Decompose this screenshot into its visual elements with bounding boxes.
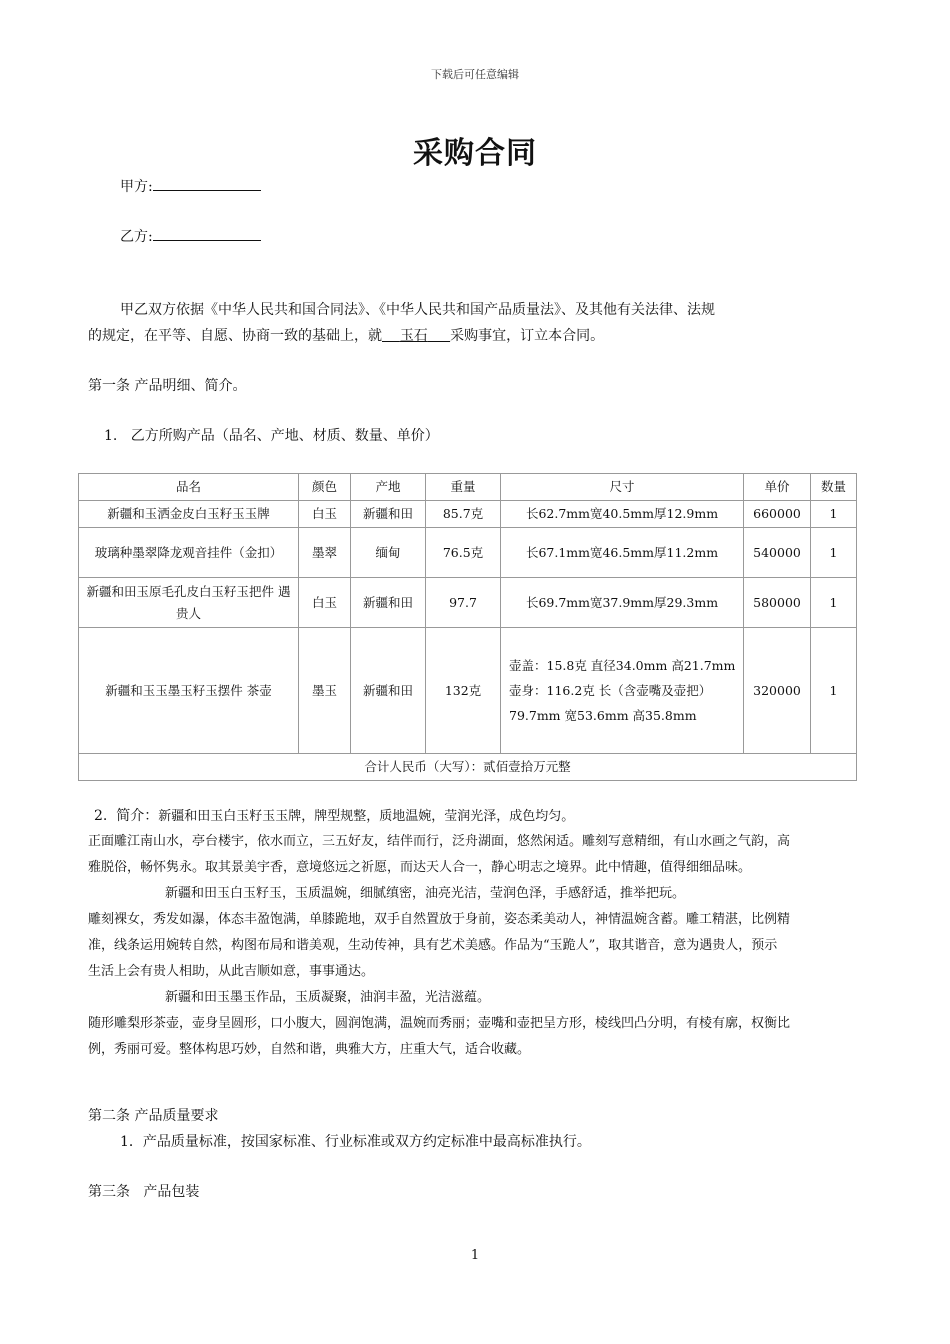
intro-subject-text: 玉石 (399, 328, 428, 344)
intro2-line-1 (94, 803, 574, 830)
intro2-label: 2. 简介： (94, 808, 159, 824)
intro2-line-4: 新疆和田玉白玉籽玉，玉质温婉，细腻缜密，油亮光洁，莹润色泽，手感舒适，推举把玩。 (165, 886, 686, 901)
col-header-price: 单价 (744, 474, 811, 501)
cell-size: 壶盖：15.8克 直径34.0mm 高21.7mm 壶身：116.2克 长（含壶嘴及壶把）79.7mm 宽53.6mm 高35.8mm (501, 628, 744, 754)
party-b-label: 乙方: (120, 229, 153, 245)
cell-size: 长69.7mm宽37.9mm厚29.3mm (501, 578, 744, 628)
col-header-weight: 重量 (426, 474, 501, 501)
cell-price: 580000 (744, 578, 811, 628)
cell-origin: 新疆和田 (351, 628, 426, 754)
intro-text: 的规定，在平等、自愿、协商一致的基础上，就 (88, 328, 382, 344)
intro-text-end: 采购事宜，订立本合同。 (450, 328, 605, 344)
party-a-label: 甲方: (120, 179, 153, 195)
intro2-line-9: 随形雕梨形茶壶，壶身呈圆形，口小腹大，圆润饱满，温婉而秀丽；壶嘴和壶把呈方形，棱线凹凸分明，有棱有廓，权衡比 (88, 1016, 791, 1031)
cell-price: 540000 (744, 528, 811, 578)
cell-name: 新疆和玉玉墨玉籽玉摆件 茶壶 (79, 628, 299, 754)
item-1-heading: 1. 乙方所购产品（品名、产地、材质、数量、单价） (104, 428, 439, 444)
cell-qty: 1 (811, 578, 857, 628)
col-header-qty: 数量 (811, 474, 857, 501)
product-table (78, 473, 857, 781)
table-row (79, 628, 857, 754)
cell-qty: 1 (811, 628, 857, 754)
page-number: 1 (470, 1248, 480, 1263)
cell-color: 白玉 (299, 578, 351, 628)
table-header-row (79, 474, 857, 501)
table-total: 合计人民币（大写）：贰佰壹拾万元整 (79, 754, 857, 781)
cell-color: 墨翠 (299, 528, 351, 578)
table-total-row (79, 754, 857, 781)
cell-origin: 新疆和田 (351, 501, 426, 528)
article-2-heading: 第二条 产品质量要求 (88, 1108, 219, 1124)
cell-weight: 85.7克 (426, 501, 501, 528)
intro2-line-10: 例，秀丽可爱。整体构思巧妙，自然和谐，典雅大方，庄重大气，适合收藏。 (88, 1042, 531, 1057)
intro2-line-3: 雅脱俗，畅怀隽永。取其景美宇香，意境悠远之祈愿，而达天人合一，静心明志之境界。此中情趣，值得细细品味。 (88, 860, 752, 875)
cell-weight: 132克 (426, 628, 501, 754)
col-header-size: 尺寸 (501, 474, 744, 501)
contract-title: 采购合同 (413, 136, 537, 171)
cell-origin: 缅甸 (351, 528, 426, 578)
cell-color: 白玉 (299, 501, 351, 528)
party-b-blank (153, 226, 261, 241)
cell-size: 长67.1mm宽46.5mm厚11.2mm (501, 528, 744, 578)
intro2-line-5: 雕刻裸女，秀发如瀑，体态丰盈饱满，单膝跪地，双手自然置放于身前，姿态柔美动人，神情温婉含蓄。雕工精湛，比例精 (88, 912, 791, 927)
intro2-line-7: 生活上会有贵人相助，从此吉顺如意，事事通达。 (88, 964, 375, 979)
col-header-color: 颜色 (299, 474, 351, 501)
intro-subject (382, 328, 450, 344)
party-a-blank (153, 176, 261, 191)
cell-qty: 1 (811, 501, 857, 528)
col-header-origin: 产地 (351, 474, 426, 501)
intro-line-2 (88, 326, 868, 346)
cell-color: 墨玉 (299, 628, 351, 754)
article-1-heading: 第一条 产品明细、简介。 (88, 378, 247, 394)
cell-qty: 1 (811, 528, 857, 578)
article-3-heading: 第三条 产品包装 (88, 1184, 200, 1200)
cell-price: 320000 (744, 628, 811, 754)
table-row (79, 501, 857, 528)
cell-name: 玻璃种墨翠降龙观音挂件（金扣） (79, 528, 299, 578)
cell-price: 660000 (744, 501, 811, 528)
intro2-text: 新疆和田玉白玉籽玉玉牌，牌型规整，质地温婉，莹润光泽，成色均匀。 (158, 809, 575, 824)
party-b-line (120, 226, 261, 247)
intro2-line-8: 新疆和田玉墨玉作品，玉质凝聚，油润丰盈，光洁滋蕴。 (165, 990, 491, 1005)
cell-weight: 97.7 (426, 578, 501, 628)
cell-name: 新疆和玉洒金皮白玉籽玉玉牌 (79, 501, 299, 528)
cell-size: 长62.7mm宽40.5mm厚12.9mm (501, 501, 744, 528)
intro-line-1: 甲乙双方依据《中华人民共和国合同法》、《中华人民共和国产品质量法》、及其他有关法律、法规 (120, 302, 715, 318)
article-2-item: 1．产品质量标准，按国家标准、行业标准或双方约定标准中最高标准执行。 (120, 1134, 591, 1150)
intro2-line-2: 正面雕江南山水，亭台楼宇，依水而立，三五好友，结伴而行，泛舟湖面，悠然闲适。雕刻写意精细，有山水画之气韵，高 (88, 834, 791, 849)
cell-name: 新疆和田玉原毛孔皮白玉籽玉把件 遇贵人 (79, 578, 299, 628)
intro2-line-6: 准，线条运用婉转自然，构图布局和谐美观，生动传神，具有艺术美感。作品为“玉跪人”，取其谐音，意为遇贵人，预示 (88, 938, 778, 953)
col-header-name: 品名 (79, 474, 299, 501)
table-row (79, 528, 857, 578)
cell-weight: 76.5克 (426, 528, 501, 578)
party-a-line (120, 176, 261, 197)
table-row (79, 578, 857, 628)
header-note: 下载后可任意编辑 (431, 68, 519, 81)
cell-origin: 新疆和田 (351, 578, 426, 628)
